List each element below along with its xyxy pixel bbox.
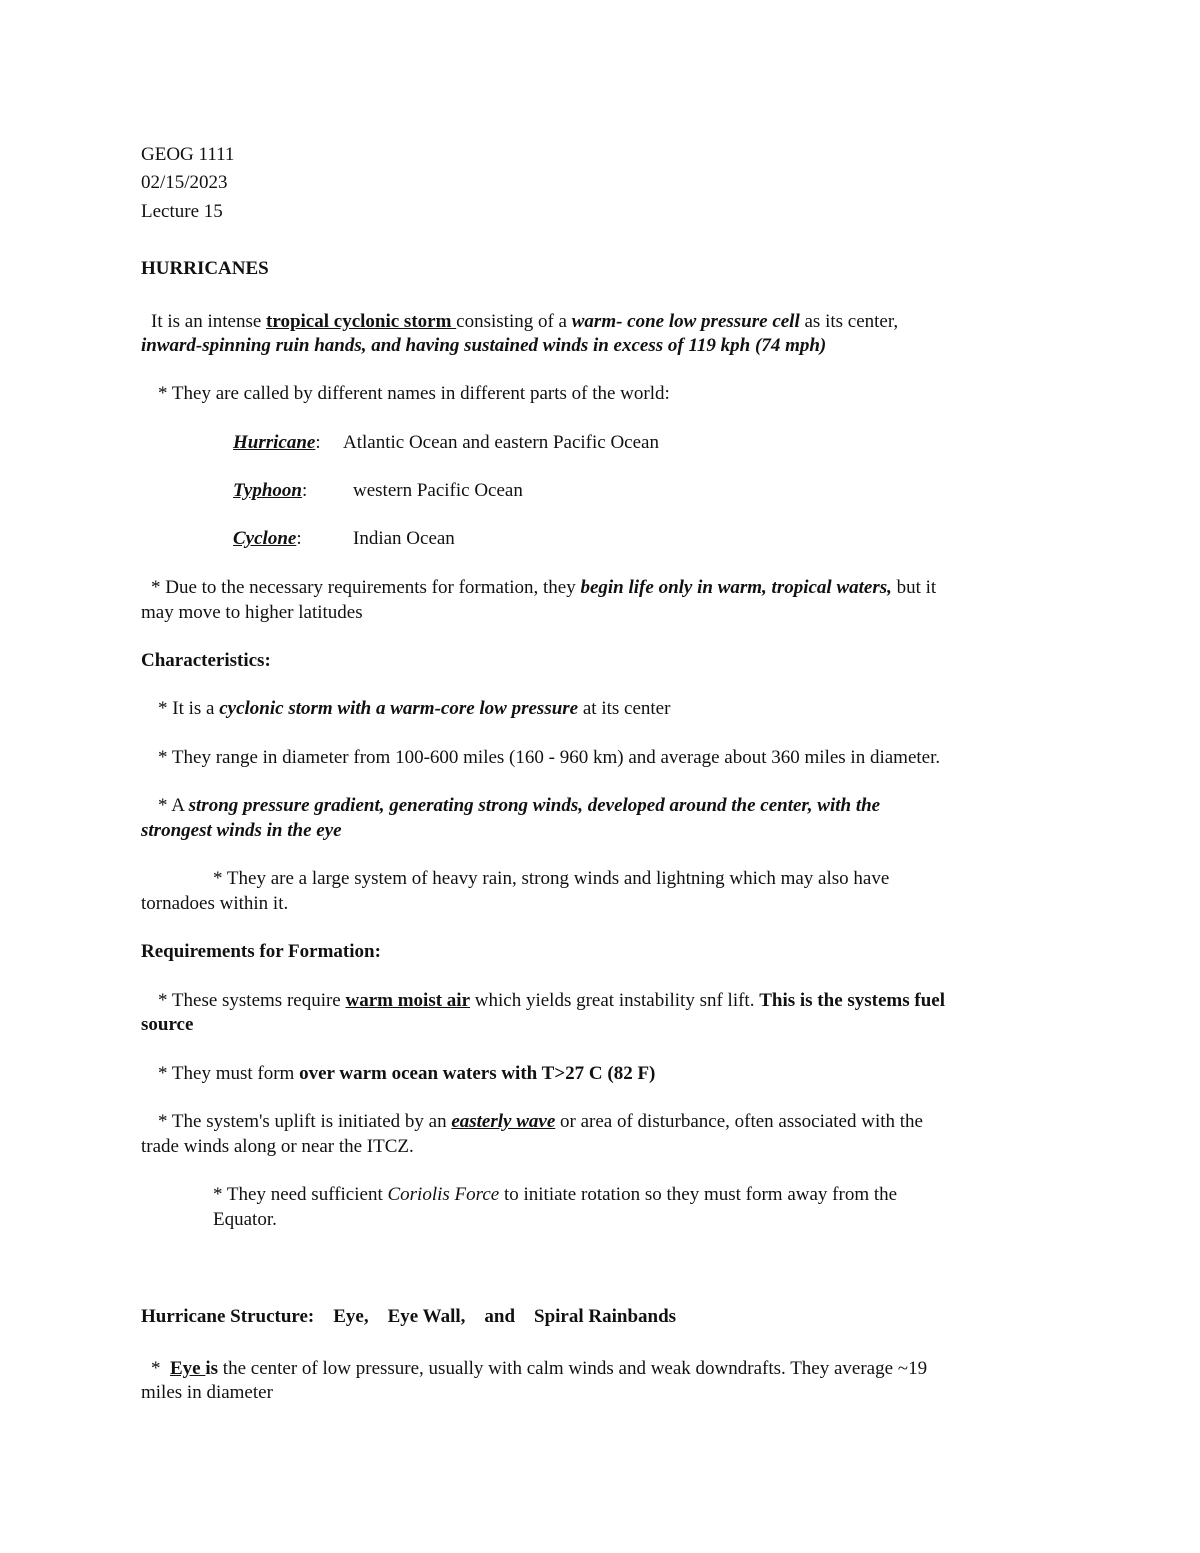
item-text: * It is a [158, 698, 220, 719]
characteristics-item-4-line-2: tornadoes within it. [141, 893, 289, 914]
name-row-cyclone [233, 526, 302, 551]
item-text: * These systems require [158, 990, 346, 1011]
name-sep: : [301, 480, 308, 501]
item-text: at its center [578, 698, 671, 719]
characteristics-item-2: * They range in diameter from 100-600 miles (160 - 960 km) and average about 360 miles in diameter. [158, 747, 941, 768]
characteristics-item-3-line-1 [158, 793, 880, 818]
name-region: western Pacific Ocean [353, 480, 523, 501]
name-term: Hurricane [233, 432, 316, 453]
requirements-item-4-line-1 [213, 1182, 897, 1207]
course-code: GEOG 1111 [141, 144, 235, 165]
characteristics-item-1 [158, 696, 670, 721]
requirements-item-1-line-2: source [141, 1014, 194, 1035]
item-text: to initiate rotation so they must form away from the [499, 1184, 898, 1205]
item-text: which yields great instability snf lift. [470, 990, 760, 1011]
heading-requirements: Requirements for Formation: [141, 941, 381, 962]
heading-characteristics: Characteristics: [141, 650, 271, 671]
structure-eye-line-2: miles in diameter [141, 1382, 273, 1403]
heading-structure: Hurricane Structure: Eye, Eye Wall, and Spiral Rainbands [141, 1306, 677, 1327]
definition-line-2: inward-spinning ruin hands, and having sustained winds in excess of 119 kph (74 mph) [141, 335, 827, 356]
name-sep: : [315, 432, 321, 453]
requirements-item-4-line-2: Equator. [213, 1209, 277, 1230]
requirements-item-3-line-2: trade winds along or near the ITCZ. [141, 1136, 414, 1157]
item-text: * A [158, 795, 189, 816]
requirements-item-2 [158, 1061, 655, 1086]
heading-hurricanes: HURRICANES [141, 258, 269, 279]
item-emphasis: over warm ocean waters with T>27 C (82 F) [299, 1063, 656, 1084]
item-text: * They need sufficient [213, 1184, 388, 1205]
name-region: Indian Ocean [353, 528, 455, 549]
item-emphasis: Coriolis Force [387, 1184, 500, 1205]
characteristics-item-4-line-1: * They are a large system of heavy rain, strong winds and lightning which may also have [213, 868, 890, 889]
formation-text: * Due to the necessary requirements for formation, they [151, 577, 581, 598]
formation-emphasis: begin life only in warm, tropical waters, [580, 577, 892, 598]
item-emphasis: warm moist air [345, 990, 471, 1011]
requirements-item-1-line-1 [158, 988, 945, 1013]
lecture-date: 02/15/2023 [141, 172, 228, 193]
characteristics-item-3-line-2: strongest winds in the eye [141, 820, 342, 841]
formation-text: but it [891, 577, 937, 598]
item-text: or area of disturbance, often associated with the [555, 1111, 923, 1132]
names-intro: * They are called by different names in different parts of the world: [158, 383, 670, 404]
name-row-typhoon [233, 478, 307, 503]
item-emphasis: easterly wave [451, 1111, 556, 1132]
name-term: Cyclone [233, 528, 297, 549]
item-text: * They must form [158, 1063, 300, 1084]
formation-note-line-2: may move to higher latitudes [141, 602, 363, 623]
name-term: Typhoon [233, 480, 302, 501]
item-emphasis: strong pressure gradient, generating strong winds, developed around the center, with the [188, 795, 881, 816]
item-text: * [151, 1358, 170, 1379]
name-region: Atlantic Ocean and eastern Pacific Ocean [343, 432, 659, 453]
formation-note-line-1 [151, 575, 936, 600]
item-text: * The system's uplift is initiated by an [158, 1111, 452, 1132]
item-emphasis: is [205, 1358, 219, 1379]
item-emphasis: cyclonic storm with a warm-core low pressure [219, 698, 579, 719]
definition-text: consisting of a [456, 311, 572, 332]
definition-text: as its center, [799, 311, 899, 332]
definition-text: It is an intense [151, 311, 267, 332]
name-sep: : [296, 528, 302, 549]
term-eye: Eye [170, 1358, 206, 1379]
term-tropical-cyclonic-storm: tropical cyclonic storm [266, 311, 457, 332]
name-row-hurricane [233, 430, 321, 455]
structure-eye-line-1 [151, 1356, 927, 1381]
lecture-number: Lecture 15 [141, 201, 223, 222]
term-warm-cone: warm- cone low pressure cell [571, 311, 800, 332]
requirements-item-3-line-1 [158, 1109, 923, 1134]
item-text: the center of low pressure, usually with calm winds and weak downdrafts. They average ~19 [218, 1358, 928, 1379]
definition-line-1 [151, 309, 898, 334]
item-emphasis: This is the systems fuel [759, 990, 946, 1011]
